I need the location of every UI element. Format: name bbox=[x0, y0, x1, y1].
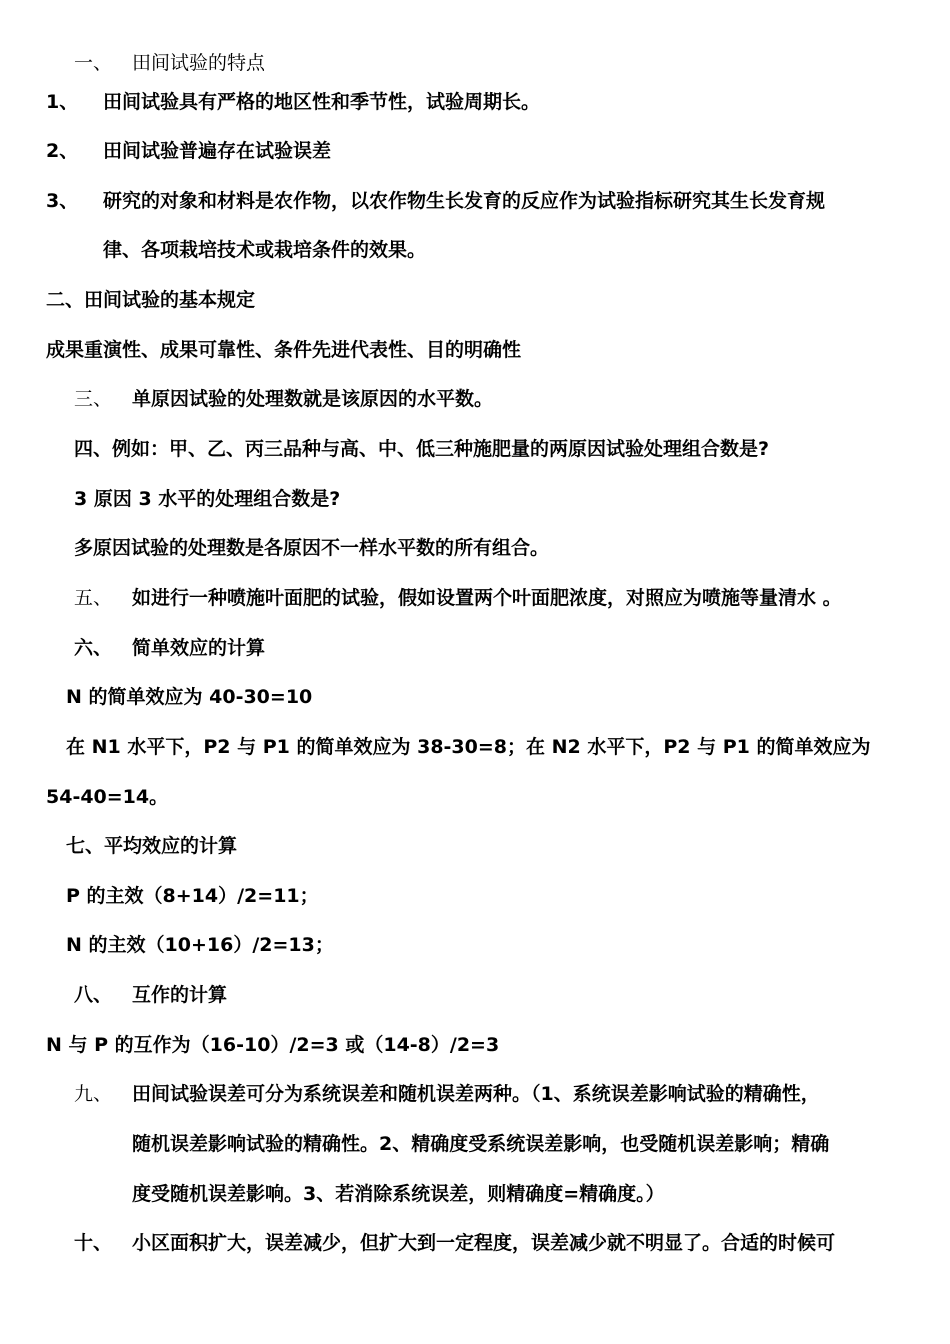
section-4-line3: 多原因试验的处理数是各原因不一样水平数的所有组合。 bbox=[74, 537, 550, 559]
section-2-heading: 二、田间试验的基本规定 bbox=[46, 289, 256, 311]
section-10-line1: 小区面积扩大，误差减少，但扩大到一定程度，误差减少就不明显了。合适的时候可 bbox=[132, 1232, 836, 1254]
section-7-line1: P 的主效（8+14）/2=11； bbox=[66, 885, 319, 907]
section-3-number: 三、 bbox=[74, 388, 113, 410]
section-9-number: 九、 bbox=[74, 1083, 113, 1105]
section-3-body: 单原因试验的处理数就是该原因的水平数。 bbox=[132, 388, 494, 410]
section-6-number: 六、 bbox=[74, 637, 113, 659]
section-8-heading: 互作的计算 bbox=[132, 984, 228, 1006]
section-6-line2: 在 N1 水平下，P2 与 P1 的简单效应为 38-30=8；在 N2 水平下，P2 与 P1 的简单效应为 bbox=[66, 736, 871, 758]
section-7-heading: 七、平均效应的计算 bbox=[66, 835, 238, 857]
section-9-line1: 田间试验误差可分为系统误差和随机误差两种。（1、系统误差影响试验的精确性， bbox=[132, 1083, 820, 1105]
section-10-number: 十、 bbox=[74, 1232, 113, 1254]
item-3-text-line1: 研究的对象和材料是农作物，以农作物生长发育的反应作为试验指标研究其生长发育规 bbox=[103, 190, 826, 212]
section-7-line2: N 的主效（10+16）/2=13； bbox=[66, 934, 334, 956]
item-1-text: 田间试验具有严格的地区性和季节性，试验周期长。 bbox=[103, 91, 541, 113]
section-9-line2: 随机误差影响试验的精确性。2、精确度受系统误差影响，也受随机误差影响；精确 bbox=[132, 1133, 830, 1155]
section-1-number: 一、 bbox=[74, 52, 113, 74]
item-2-text: 田间试验普遍存在试验误差 bbox=[103, 140, 332, 162]
section-4-line1: 四、例如：甲、乙、丙三品种与高、中、低三种施肥量的两原因试验处理组合数是? bbox=[74, 438, 770, 460]
section-5-number: 五、 bbox=[74, 587, 113, 609]
section-5-body: 如进行一种喷施叶面肥的试验，假如设置两个叶面肥浓度，对照应为喷施等量清水 。 bbox=[132, 587, 842, 609]
section-6-line1: N 的简单效应为 40-30=10 bbox=[66, 686, 313, 708]
section-8-number: 八、 bbox=[74, 984, 113, 1006]
item-1-number: 1、 bbox=[46, 91, 79, 113]
item-3-number: 3、 bbox=[46, 190, 79, 212]
section-6-heading: 简单效应的计算 bbox=[132, 637, 266, 659]
section-6-line3: 54-40=14。 bbox=[46, 786, 169, 808]
item-2-number: 2、 bbox=[46, 140, 79, 162]
section-2-body: 成果重演性、成果可靠性、条件先进代表性、目的明确性 bbox=[46, 339, 522, 361]
section-4-line2: 3 原因 3 水平的处理组合数是? bbox=[74, 488, 341, 510]
section-8-line1: N 与 P 的互作为（16-10）/2=3 或（14-8）/2=3 bbox=[46, 1034, 500, 1056]
item-3-text-line2: 律、各项栽培技术或栽培条件的效果。 bbox=[103, 239, 427, 261]
section-1-heading: 田间试验的特点 bbox=[132, 52, 266, 74]
section-9-line3: 度受随机误差影响。3、若消除系统误差，则精确度=精确度。） bbox=[132, 1183, 665, 1205]
